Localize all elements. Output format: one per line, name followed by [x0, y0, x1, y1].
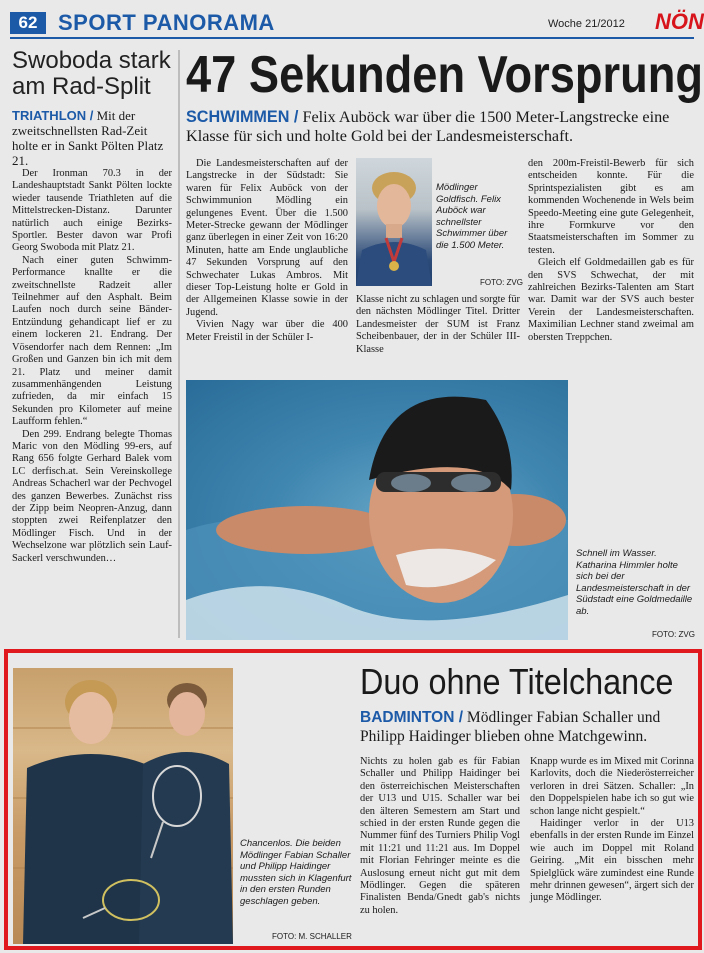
- photo-credit: FOTO: ZVG: [480, 278, 523, 287]
- triathlon-lead: [12, 108, 172, 168]
- badminton-headline: Duo ohne Titelchance: [360, 661, 674, 702]
- swimming-column-3: [528, 158, 694, 344]
- photo-caption: Chancenlos. Die beiden Mödlinger Fabian Schaller und Philipp Haidinger mussten sich in Klagenfurt in den ersten Runden geschlagen geben.: [240, 838, 352, 907]
- triathlon-paragraph: Den 299. Endrang belegte Thomas Maric von den Mödling 99-ers, auf Rang 656 folgte Gerhard Balek vom LC derfisch.at. Sein Vereinskollege Andreas Schacherl war der Pechvogel des ganzen Bewerbes. Zunächst riss der Zipp beim Neopren-Anzug, dann stoppten zwei Reifenplatzer den Mödlinger Fisch. Und in der Wechselzone war plötzlich sein Lauf-Sackerl verschwunden…: [12, 428, 172, 564]
- swimming-paragraph: Klasse nicht zu schlagen und sorgte für den nächsten Mödlinger Titel. Dritter Landesmeister der SUM ist Franz Scheibenbauer, der in der Schüler III-Klasse: [356, 294, 520, 355]
- triathlon-paragraph: Nach einer guten Schwimm-Performance knallte er die zweitschnellste Radzeit aller Teilnehmer auf den Asphalt. Beim Laufen noch durch seine Bänder-Entzündung gehandicapt lief er zu einem lockeren 21. Endrang. Der Vösendorfer nach dem Rennen: „Im Großen und Ganzen bin ich mit dem 21. Platz und meiner damit zusammenhängenden Leistung zufrieden, da mir einfach 15 Sekunden pro Kilometer auf meine Laufform fehlen.“: [12, 254, 172, 428]
- photo-credit: FOTO: M. SCHALLER: [272, 932, 352, 941]
- column-divider: [178, 50, 180, 638]
- badminton-column-1: [360, 756, 520, 917]
- swimming-paragraph: den 200m-Freistil-Bewerb für sich entscheiden konnte. Für die Sprintspezialisten gibt es am kommenden Wochenende in Wels beim Speedo-Meeting eine gute Gelegenheit, ihre Formkurve vor den Staatsmeisterschaften im Sommer zu testen.: [528, 158, 694, 256]
- swimmer-portrait-photo: [356, 158, 432, 286]
- triathlon-kicker: TRIATHLON /: [12, 108, 94, 123]
- swimmer-in-water-photo: [186, 380, 568, 640]
- swimming-headline: 47 Sekunden Vorsprung: [186, 46, 704, 104]
- triathlon-lead-text: Mit der zweitschnellsten Rad-Zeit holte er in Sankt Pölten Platz 21.: [12, 108, 164, 168]
- triathlon-body: [12, 168, 172, 565]
- badminton-paragraph: Nichts zu holen gab es für Fabian Schaller und Philipp Haidinger bei den österreichischen Meisterschaften der U13 und U15. Schaller war bei den älteren Semestern am Start und schied in der ersten Runde gegen die Nummer fünf des Turniers Philip Vogl mit 11:21 und 11:21 aus. Im Doppel mit Florian Fehringer meinte es die Auslosung erneut nicht gut mit dem Mödlinger. Gegen die späteren Finalisten Benda/Gnedt gab's nichts zu holen.: [360, 756, 520, 916]
- badminton-column-2: [530, 756, 694, 905]
- triathlon-headline: Swoboda stark am Rad-Split: [12, 47, 171, 100]
- page-number: 62: [10, 12, 46, 34]
- swimming-column-1: [186, 158, 348, 344]
- top-rule: [10, 37, 694, 39]
- swimming-lead-text: Felix Auböck war über die 1500 Meter-Langstrecke eine Klasse für sich und holte Gold bei der Landesmeisterschaft.: [186, 108, 670, 145]
- swimming-paragraph: Gleich elf Goldmedaillen gab es für den SVS Schwechat, der mit zahlreichen Bezirks-Talenten am Start war. Damit war der SVS auch bester Verein der Landesmeisterschaften. Maximilian Lechner stand zweimal am obersten Treppchen.: [528, 257, 694, 343]
- swimming-column-2: [356, 294, 520, 356]
- photo-caption: Mödlinger Goldfisch. Felix Auböck war schnellster Schwimmer über die 1.500 Meter.: [436, 182, 508, 251]
- triathlon-paragraph: Der Ironman 70.3 in der Landeshauptstadt Sankt Pölten lockte wieder tausende Triathleten auf die Mittelstrecken-Distanz. Darunter natürlich auch einige Bezirks-Sportler. Bester davon war Profi Georg Swoboda mit Platz 21.: [12, 168, 172, 254]
- photo-caption: Schnell im Wasser. Katharina Himmler holte sich bei der Landesmeisterschaft in der Südstadt eine Goldmedaille ab.: [576, 548, 693, 617]
- swimming-kicker: SCHWIMMEN /: [186, 108, 299, 126]
- badminton-players-photo: [13, 668, 233, 944]
- badminton-lead: [360, 708, 694, 746]
- badminton-kicker: BADMINTON /: [360, 709, 464, 726]
- badminton-paragraph: Knapp wurde es im Mixed mit Corinna Karlovits, doch die Niederösterreicher verloren in drei Sätzen. Schaller: „In den Doppelspielen habe ich so gut wie schon lange nicht gespielt.“: [530, 756, 694, 817]
- section-title: SPORT PANORAMA: [58, 10, 275, 35]
- swimming-paragraph: Die Landesmeisterschaften auf der Langstrecke in der Südstadt: Sie waren für Felix Auböck von der Schwimmunion Mödling ein gelungenes Event. Über die 1.500 Meter-Strecke gewann der Mödlinger ganz überlegen in einer Zeit von 16:20 Minuten, hatte am Ende unglaubliche 47 Sekunden Vorsprung auf den Schwechater Lukas Ambros. Mit dieser Top-Leistung holte er Gold in der Allgemeinen Klasse sowie in der Jugend.: [186, 158, 348, 318]
- swimming-paragraph: Vivien Nagy war über die 400 Meter Freistil in der Schüler I-: [186, 319, 348, 343]
- brand-logo: NÖN: [655, 9, 704, 34]
- badminton-lead-text: Mödlinger Fabian Schaller und Philipp Haidinger blieben ohne Matchgewinn.: [360, 709, 661, 745]
- issue-label: Woche 21/2012: [548, 18, 625, 30]
- photo-credit: FOTO: ZVG: [652, 630, 695, 639]
- swimming-lead: [186, 108, 694, 146]
- badminton-paragraph: Haidinger verlor in der U13 ebenfalls in der ersten Runde im Einzel wie auch im Doppel mit Roland Geiring. „Mit ein bisschen mehr Spielglück wäre zumindest eine Runde mehr drinnen gewesen“, ärgert sich der junge Mödlinger.: [530, 818, 694, 904]
